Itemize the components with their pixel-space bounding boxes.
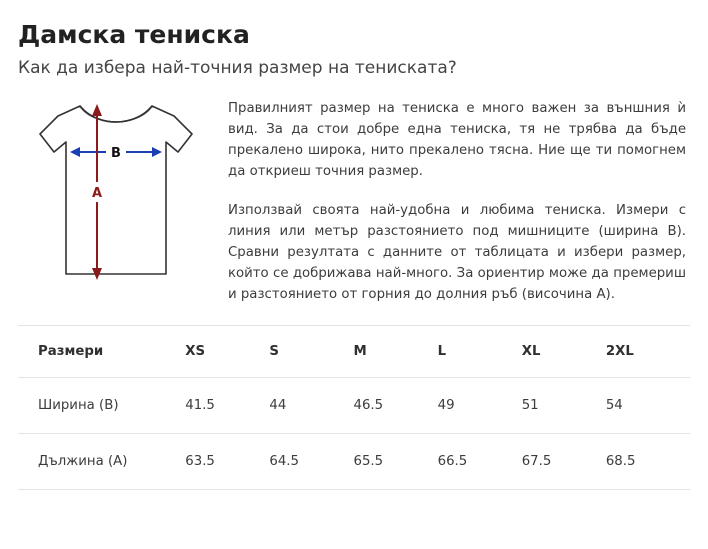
header-cell-m: M bbox=[354, 326, 438, 378]
table-row bbox=[18, 378, 690, 434]
cell-length-l: 66.5 bbox=[438, 434, 522, 490]
header-cell-s: S bbox=[269, 326, 353, 378]
cell-width-s: 44 bbox=[269, 378, 353, 434]
t-shirt-outline-icon bbox=[18, 98, 214, 290]
cell-width-xs: 41.5 bbox=[185, 378, 269, 434]
description-text bbox=[214, 96, 690, 305]
size-table-head bbox=[18, 326, 690, 378]
intro-section bbox=[18, 96, 690, 305]
cell-length-2xl: 68.5 bbox=[606, 434, 690, 490]
header-cell-label: Размери bbox=[18, 326, 185, 378]
size-guide-page bbox=[0, 20, 708, 549]
page-title: Дамска тениска bbox=[18, 20, 250, 49]
cell-length-xl: 67.5 bbox=[522, 434, 606, 490]
cell-width-2xl: 54 bbox=[606, 378, 690, 434]
cell-width-xl: 51 bbox=[522, 378, 606, 434]
cell-length-xs: 63.5 bbox=[185, 434, 269, 490]
row-label-length: Дължина (A) bbox=[18, 434, 185, 490]
cell-width-m: 46.5 bbox=[354, 378, 438, 434]
paragraph-2: Използвай своята най-удобна и любима тениска. Измери с линия или метър разстоянието под мишниците (ширина B). Сравни резултата с данните от таблицата и избери размер, който се добрижава най-много. За ориентир може да премериш и разстоянието от горния до долния ръб (височина A). bbox=[228, 203, 686, 302]
size-table bbox=[18, 325, 690, 490]
tshirt-diagram bbox=[18, 96, 214, 290]
paragraph-1: Правилният размер на тениска е много важен за външния ѝ вид. За да стои добре една тениска, тя не трябва да бъде прекалено широка, нито прекалено тясна. Ние ще ти помогнем да откриеш точния размер. bbox=[228, 101, 686, 179]
page-subtitle: Как да избера най-точния размер на тениската? bbox=[18, 58, 457, 78]
table-row bbox=[18, 434, 690, 490]
size-table-body bbox=[18, 378, 690, 490]
header-cell-xs: XS bbox=[185, 326, 269, 378]
table-header-row bbox=[18, 326, 690, 378]
header-cell-l: L bbox=[438, 326, 522, 378]
cell-width-l: 49 bbox=[438, 378, 522, 434]
cell-length-s: 64.5 bbox=[269, 434, 353, 490]
row-label-width: Ширина (B) bbox=[18, 378, 185, 434]
width-label: B bbox=[111, 146, 121, 161]
cell-length-m: 65.5 bbox=[354, 434, 438, 490]
header-cell-2xl: 2XL bbox=[606, 326, 690, 378]
header-cell-xl: XL bbox=[522, 326, 606, 378]
height-label: A bbox=[91, 186, 103, 201]
